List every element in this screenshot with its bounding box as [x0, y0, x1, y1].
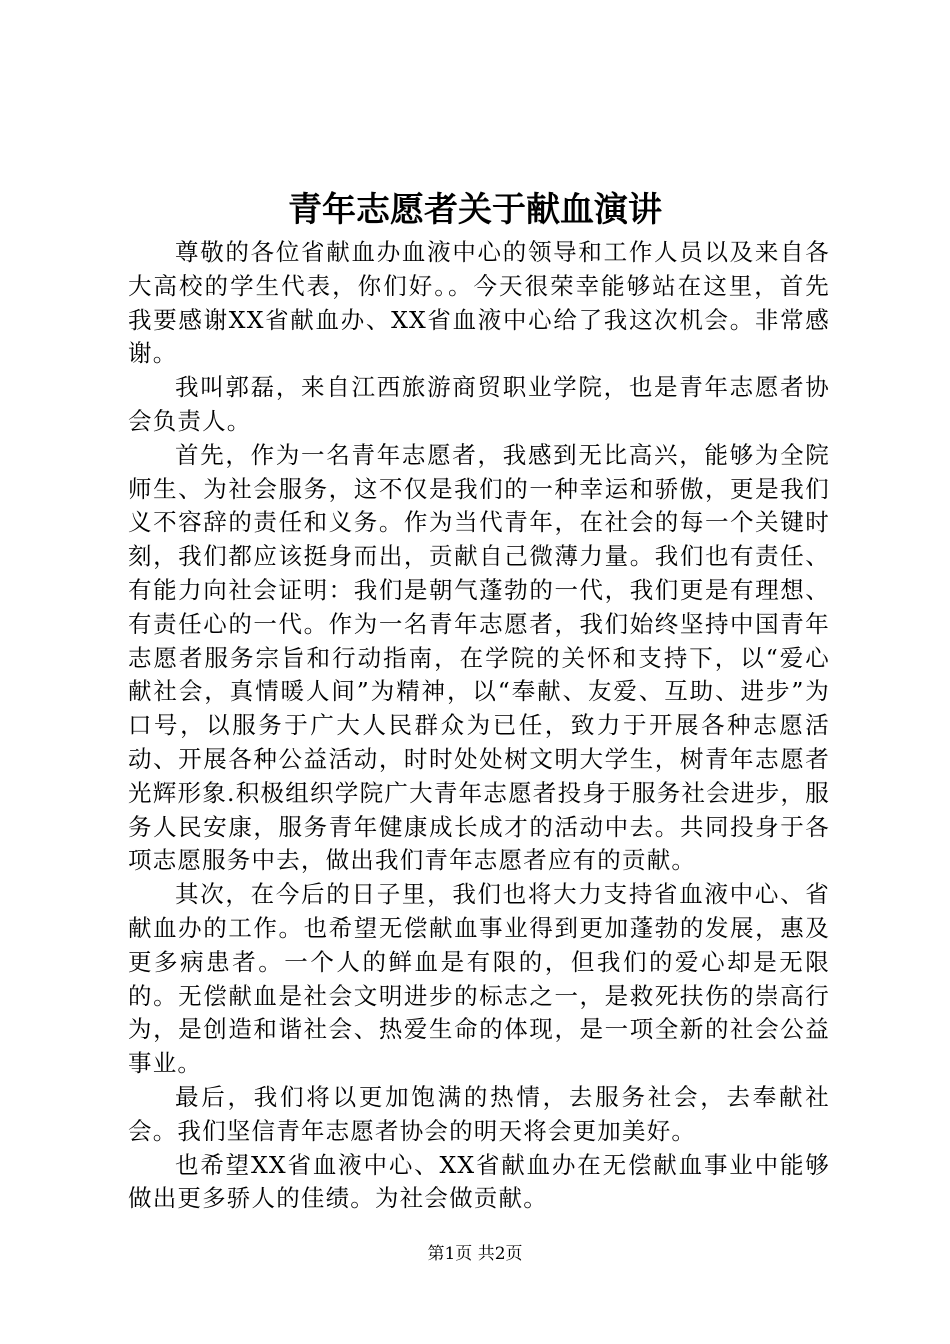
document-title: 青年志愿者关于献血演讲 — [288, 190, 662, 230]
paragraph-closing: 也希望XX省血液中心、XX省献血办在无偿献血事业中能够做出更多骄人的佳绩。为社会做贡献。 — [128, 1150, 830, 1213]
page-number-footer: 第1页 共2页 — [427, 1244, 523, 1264]
paragraph-introduction: 我叫郭磊，来自江西旅游商贸职业学院，也是青年志愿者协会负责人。 — [128, 373, 830, 435]
paragraph-greeting: 尊敬的各位省献血办血液中心的领导和工作人员以及来自各大高校的学生代表，你们好。。今天很荣幸能够站在这里，首先我要感谢XX省献血办、XX省血液中心给了我这次机会。非常感谢。 — [128, 238, 830, 368]
document-body — [128, 236, 830, 1216]
paragraph-second: 其次，在今后的日子里，我们也将大力支持省血液中心、省献血办的工作。也希望无偿献血事业得到更加蓬勃的发展，惠及更多病患者。一个人的鲜血是有限的，但我们的爱心却是无限的。无偿献血是社会文明进步的标志之一，是救死扶伤的崇高行为，是创造和谐社会、热爱生命的体现，是一项全新的社会公益事业。 — [128, 880, 830, 1078]
paragraph-finally: 最后，我们将以更加饱满的热情，去服务社会，去奉献社会。我们坚信青年志愿者协会的明天将会更加美好。 — [128, 1082, 830, 1145]
paragraph-first: 首先，作为一名青年志愿者，我感到无比高兴，能够为全院师生、为社会服务，这不仅是我们的一种幸运和骄傲，更是我们义不容辞的责任和义务。作为当代青年，在社会的每一个关键时刻，我们都应该挺身而出，贡献自己微薄力量。我们也有责任、有能力向社会证明：我们是朝气蓬勃的一代，我们更是有理想、有责任心的一代。作为一名青年志愿者，我们始终坚持中国青年志愿者服务宗旨和行动指南，在学院的关怀和支持下，以“爱心献社会，真情暖人间”为精神，以“奉献、友爱、互助、进步”为口号，以服务于广大人民群众为已任，致力于开展各种志愿活动、开展各种公益活动，时时处处树文明大学生，树青年志愿者光辉形象.积极组织学院广大青年志愿者投身于服务社会进步，服务人民安康，服务青年健康成长成才的活动中去。共同投身于各项志愿服务中去，做出我们青年志愿者应有的贡献。 — [128, 440, 830, 875]
